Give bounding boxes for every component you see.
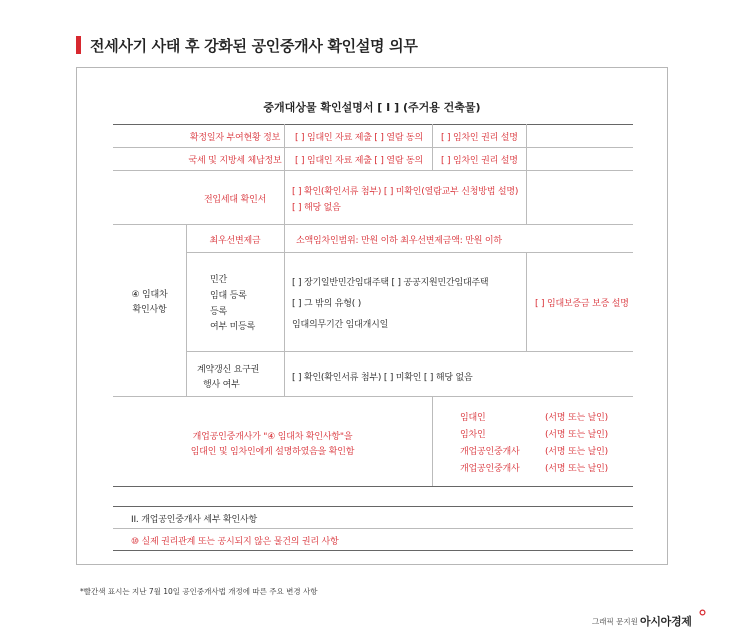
resident-label: 전입세대 확인서 <box>203 195 267 205</box>
private-rental-label: 등록 <box>210 307 227 317</box>
section2-top-rule <box>113 506 633 507</box>
confirm-text: 개업공인중개사가 "④ 임대차 확인사항"을 <box>192 432 353 442</box>
section2-title: II. 개업공인중개사 세부 확인사항 <box>131 515 257 525</box>
renewal-options: [ ] 확인(확인서류 첨부) [ ] 미확인 [ ] 해당 없음 <box>292 373 473 383</box>
row-divider <box>113 147 633 148</box>
section2-item: ⑩ 실제 권리관계 또는 공시되지 않은 물건의 권리 사항 <box>131 537 339 547</box>
fixed-date-options: [ ] 임대인 자료 제출 [ ] 열람 동의 <box>295 133 423 143</box>
signature-field: (서명 또는 날인) <box>545 430 608 440</box>
title-accent-bar <box>76 36 81 54</box>
column-divider <box>284 124 285 396</box>
signature-field: (서명 또는 날인) <box>545 413 608 423</box>
rental-type-options: [ ] 장기일반민간임대주택 [ ] 공공지원민간임대주택 <box>292 278 489 288</box>
priority-text: 소액임차인범위: 만원 이하 최우선변제금액: 만원 이하 <box>296 236 502 246</box>
private-rental-label: 민간 <box>210 275 227 285</box>
resident-line1: [ ] 확인(확인서류 첨부) [ ] 미확인(열람교부 신청방법 설명) <box>292 187 519 197</box>
page-title: 전세사기 사태 후 강화된 공인중개사 확인설명 의무 <box>90 37 418 55</box>
brand-logo: 아시아경제 <box>640 615 692 628</box>
signature-role: 개업공인중개사 <box>460 447 520 457</box>
row-divider <box>113 396 633 397</box>
fixed-date-right: [ ] 임차인 권리 설명 <box>441 133 518 143</box>
deposit-guarantee: [ ] 임대보증금 보증 설명 <box>535 299 629 309</box>
column-divider <box>432 124 433 170</box>
row-divider <box>186 252 633 253</box>
row-divider <box>113 170 633 171</box>
section2-bottom-rule <box>113 550 633 551</box>
resident-line2: [ ] 해당 없음 <box>292 203 341 213</box>
private-rental-label: 임대 등록 <box>210 291 247 301</box>
lease-section-label: 확인사항 <box>132 305 167 315</box>
lease-section-label: ④ 임대차 <box>131 290 168 300</box>
signature-role: 임차인 <box>460 430 486 440</box>
graphic-credit: 그래픽 문지원 <box>592 617 638 626</box>
footnote: *빨간색 표시는 지난 7월 10일 공인중개사법 개정에 따른 주요 변경 사항 <box>80 587 318 596</box>
table-bottom-rule <box>113 486 633 487</box>
column-divider <box>526 252 527 351</box>
fixed-date-label: 확정일자 부여현황 정보 <box>189 133 281 143</box>
renewal-label: 행사 여부 <box>203 380 240 390</box>
tax-label: 국세 및 지방세 체납정보 <box>188 156 282 166</box>
row-divider <box>113 528 633 529</box>
signature-role: 개업공인중개사 <box>460 464 520 474</box>
tax-options: [ ] 임대인 자료 제출 [ ] 열람 동의 <box>295 156 423 166</box>
signature-field: (서명 또는 날인) <box>545 464 608 474</box>
document-title: 중개대상물 확인설명서 [ I ] (주거용 건축물) <box>263 101 481 114</box>
confirm-text: 임대인 및 임차인에게 설명하였음을 확인함 <box>190 447 355 457</box>
priority-label: 최우선변제금 <box>209 236 261 246</box>
private-rental-label: 여부 미등록 <box>210 322 256 332</box>
signature-role: 임대인 <box>460 413 486 423</box>
rental-period: 임대의무기간 임대개시일 <box>292 320 389 330</box>
table-top-rule <box>113 124 633 125</box>
rental-type-other: [ ] 그 밖의 유형( ) <box>292 299 362 309</box>
renewal-label: 계약갱신 요구권 <box>197 365 260 375</box>
row-divider <box>113 224 633 225</box>
column-divider <box>186 224 187 396</box>
column-divider <box>526 124 527 224</box>
signature-field: (서명 또는 날인) <box>545 447 608 457</box>
column-divider <box>432 396 433 486</box>
row-divider <box>186 351 633 352</box>
tax-right: [ ] 임차인 권리 설명 <box>441 156 518 166</box>
brand-mark-icon <box>699 609 706 616</box>
